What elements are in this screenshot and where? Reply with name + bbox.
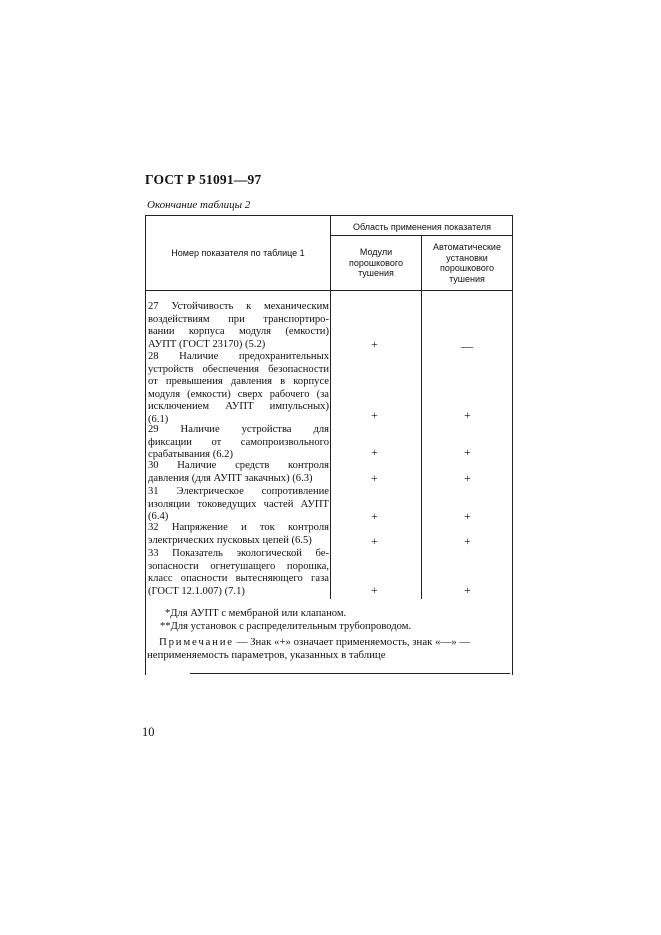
header-application-scope: Область применения показателя: [353, 222, 491, 232]
row-29-modules-mark: +: [371, 445, 378, 459]
header-installations: Автоматические установки порошкового тушения: [433, 242, 501, 284]
table-bottom-border: [190, 673, 510, 674]
table-row-31: 31 Электрическое сопротивление изоляции токоведущих частей АУПТ (6.4): [148, 486, 329, 523]
table-row-30: 30 Наличие средств контроля давления (для АУПТ закачных) (6.3): [148, 460, 329, 484]
row-30-modules-mark: +: [371, 471, 378, 485]
header-modules: Модули порошкового тушения: [349, 247, 403, 278]
row-33-modules-mark: +: [371, 583, 378, 597]
row-31-modules-mark: +: [371, 509, 378, 523]
note-line-1: — Знак «+» означает применяемость, знак «—» —: [236, 636, 471, 648]
table-top-border: [146, 215, 512, 216]
note-line-2: неприменяемость параметров, указанных в таблице: [147, 649, 386, 661]
row-27-installations-mark: —: [461, 339, 473, 353]
header-indicator-number: Номер показателя по таблице 1: [171, 248, 305, 258]
page-number: 10: [142, 725, 155, 739]
row-28-installations-mark: +: [464, 408, 471, 422]
row-32-modules-mark: +: [371, 534, 378, 548]
note-label: Примечание: [159, 636, 234, 648]
page-title: ГОСТ Р 51091—97: [145, 172, 262, 187]
row-32-installations-mark: +: [464, 534, 471, 548]
row-30-installations-mark: +: [464, 471, 471, 485]
row-27-modules-mark: +: [371, 337, 378, 351]
table-row-27: 27 Устойчивость к механическим воздействиям при транспортиро- вании корпуса модуля (емкости) АУПТ (ГОСТ 23170) (5.2): [148, 301, 329, 350]
table-left-border: [145, 215, 146, 675]
row-29-installations-mark: +: [464, 445, 471, 459]
table-row-32: 32 Напряжение и ток контроля электрических пусковых цепей (6.5): [148, 522, 329, 546]
row-33-installations-mark: +: [464, 583, 471, 597]
row-28-modules-mark: +: [371, 408, 378, 422]
column-divider-1: [330, 215, 331, 599]
row-31-installations-mark: +: [464, 509, 471, 523]
table-row-28: 28 Наличие предохранительных устройств обеспечения безопасности от превышения давления в корпусе модуля (емкости) сверх рабочего (за исключением АУПТ импульсных) (6.1): [148, 351, 329, 425]
table-note: [147, 636, 510, 662]
column-divider-2: [421, 235, 422, 599]
table-row-33: 33 Показатель экологической бе- зопасности огнетушащего порошка, класс опасности вытесняющего газа (ГОСТ 12.1.007) (7.1): [148, 548, 329, 597]
footnote-membrane: *Для АУПТ с мембраной или клапаном.: [165, 608, 347, 619]
table-caption: Окончание таблицы 2: [147, 199, 251, 211]
table-row-29: 29 Наличие устройства для фиксации от самопроизвольного срабатывания (6.2): [148, 424, 329, 461]
header-bottom-border: [146, 290, 512, 291]
table-right-border: [512, 215, 513, 675]
footnote-pipeline: **Для установок с распределительным трубопроводом.: [160, 621, 412, 632]
